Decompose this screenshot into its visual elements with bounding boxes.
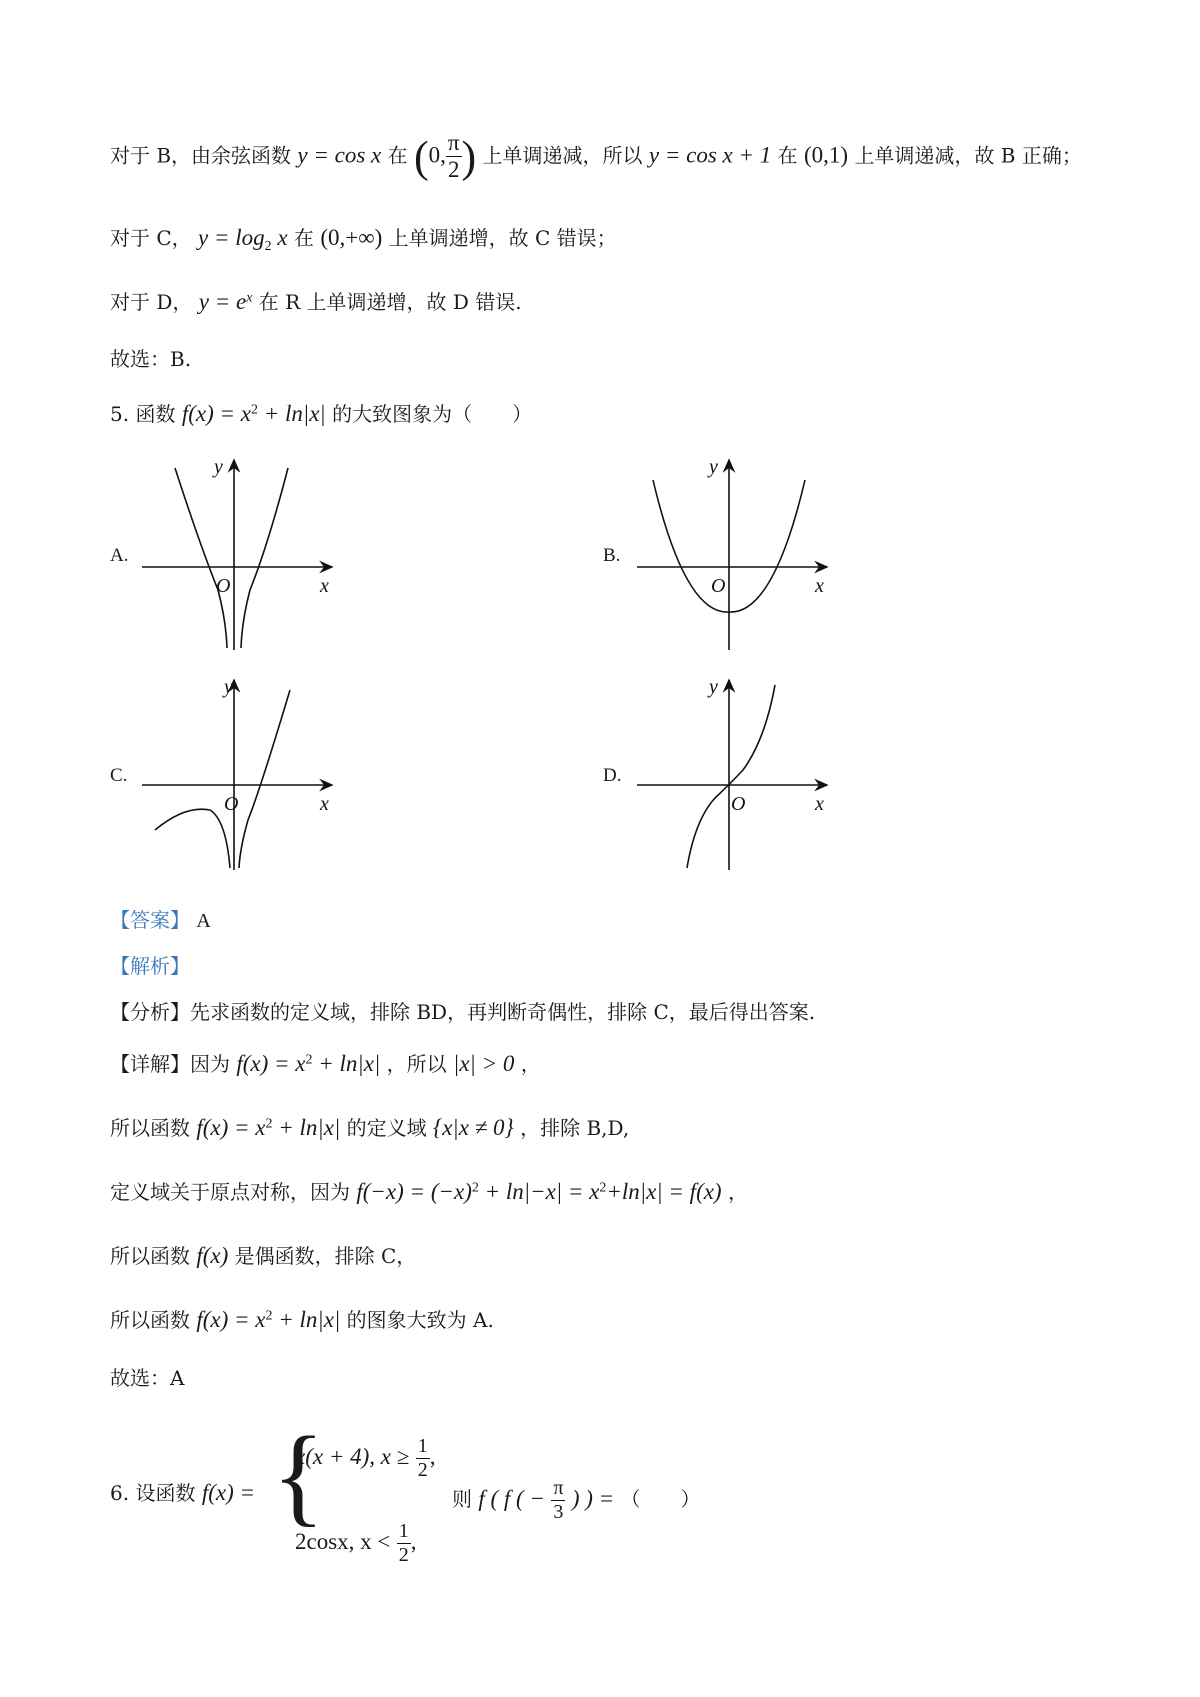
graph-c[interactable] xyxy=(140,670,340,870)
q6-case-1 xyxy=(295,1435,435,1482)
origin-label: O xyxy=(216,575,231,597)
text: 上单调递减，所以 xyxy=(482,143,643,168)
text: 在 xyxy=(777,143,798,168)
math: |x| > 0 xyxy=(453,1051,515,1076)
paren-right: ) xyxy=(461,132,477,182)
y-axis-label: y xyxy=(214,456,223,478)
sup: 2 xyxy=(471,1180,479,1196)
math-func2: + ln|x| xyxy=(257,401,326,426)
fraction xyxy=(397,1520,411,1567)
text: （ ） xyxy=(620,1487,701,1511)
y-axis-label: y xyxy=(709,456,718,478)
fraction-pi-2 xyxy=(446,130,462,184)
numerator: 1 xyxy=(417,1435,428,1457)
numerator: π xyxy=(446,130,462,157)
numerator: 1 xyxy=(398,1520,409,1542)
line-option-b xyxy=(110,130,1082,184)
question-6-prefix xyxy=(110,1477,255,1506)
math-exp: y = e xyxy=(198,289,247,314)
graph-a[interactable] xyxy=(140,450,340,650)
line-option-c xyxy=(110,222,617,255)
denominator: 2 xyxy=(398,1544,409,1566)
option-b-label[interactable]: B. xyxy=(603,545,621,566)
comma: , xyxy=(429,1444,436,1469)
text: 在 R 上单调递增，故 D 错误. xyxy=(258,290,522,314)
math-x: x xyxy=(271,225,288,250)
log-base: 2 xyxy=(264,239,272,254)
graph-b[interactable] xyxy=(635,450,835,650)
exp-sup: x xyxy=(246,290,253,306)
math: + ln|x| xyxy=(272,1115,341,1140)
graph-d[interactable] xyxy=(635,670,835,870)
x-axis-label: x xyxy=(320,575,329,597)
choose-a: 故选：A xyxy=(110,1366,185,1390)
even-line xyxy=(110,1240,416,1269)
denominator: 3 xyxy=(553,1501,564,1523)
q6-case-2 xyxy=(295,1520,417,1567)
math: f ( f ( − xyxy=(478,1486,545,1511)
question-5 xyxy=(110,398,532,427)
math-cos1: y = cos x + 1 xyxy=(648,142,772,168)
text: ， xyxy=(520,1052,541,1076)
text: 的图象大致为 A. xyxy=(346,1308,494,1332)
math: {x|x ≠ 0} xyxy=(433,1115,514,1140)
answer-value: A xyxy=(196,910,211,932)
option-a-label[interactable]: A. xyxy=(110,545,129,566)
text: 是偶函数，排除 C， xyxy=(234,1244,417,1268)
y-axis-label: y xyxy=(709,676,718,698)
math: f(x) = x xyxy=(196,1307,266,1332)
text: 的定义域 xyxy=(346,1116,427,1140)
math: + ln|x| xyxy=(272,1307,341,1332)
math: f(−x) = (−x) xyxy=(356,1179,472,1204)
text: 对于 D， xyxy=(110,290,193,314)
x-axis-label: x xyxy=(815,793,824,815)
sup: 2 xyxy=(305,1052,313,1068)
text: 对于 B，由余弦函数 xyxy=(110,143,292,168)
choose-b: 故选：B. xyxy=(110,347,192,371)
text: ，所以 xyxy=(386,1052,447,1076)
math: f(x) xyxy=(196,1243,229,1268)
text: 上单调递增，故 C 错误； xyxy=(388,226,617,250)
math: 2cosx, x < xyxy=(295,1529,391,1554)
x-axis-label: x xyxy=(815,575,824,597)
q6-tail xyxy=(452,1477,701,1524)
math: +ln|x| = f(x) xyxy=(606,1179,722,1204)
denominator: 2 xyxy=(447,157,460,183)
text: 上单调递减，故 B 正确； xyxy=(854,143,1082,168)
origin-label: O xyxy=(731,793,746,815)
brace: { xyxy=(272,1414,325,1536)
xiangjie-line xyxy=(110,1048,541,1077)
interval: 0, xyxy=(428,142,446,168)
math-cos: y = cos x xyxy=(297,142,382,168)
denominator: 2 xyxy=(417,1459,428,1481)
text: 在 xyxy=(387,143,408,168)
math: + ln|x| xyxy=(312,1051,381,1076)
text: 的大致图象为（ ） xyxy=(332,402,533,426)
fraction-pi-3 xyxy=(551,1477,565,1524)
line-option-d xyxy=(110,286,522,315)
math: ) ) = xyxy=(571,1486,615,1511)
fenxi-line: 【分析】先求函数的定义域，排除 BD，再判断奇偶性，排除 C，最后得出答案. xyxy=(110,1000,816,1024)
text: 所以函数 xyxy=(110,1308,190,1332)
math: f(x) = xyxy=(201,1480,255,1505)
text: 【详解】因为 xyxy=(110,1052,230,1076)
comma: , xyxy=(410,1529,417,1554)
origin-label: O xyxy=(224,793,239,815)
text: 6. 设函数 xyxy=(110,1481,196,1505)
sup: 2 xyxy=(265,1308,273,1324)
option-c-label[interactable]: C. xyxy=(110,765,128,786)
sup: 2 xyxy=(250,402,258,418)
sup: 2 xyxy=(599,1180,607,1196)
origin-label: O xyxy=(711,575,726,597)
interval-2: (0,1) xyxy=(804,142,849,168)
sup: 2 xyxy=(265,1116,273,1132)
text: ，排除 B,D, xyxy=(520,1116,630,1140)
analysis-tag: 【解析】 xyxy=(110,954,190,978)
text: 定义域关于原点对称，因为 xyxy=(110,1180,350,1204)
numerator: π xyxy=(553,1477,564,1499)
text: 对于 C， xyxy=(110,226,192,250)
answer-line xyxy=(110,904,211,933)
math: f(x) = x xyxy=(196,1115,266,1140)
paren-left: ( xyxy=(414,132,429,182)
text: 5. 函数 xyxy=(110,402,176,426)
math-func: f(x) = x xyxy=(181,401,251,426)
text: 所以函数 xyxy=(110,1116,190,1140)
math-log: y = log xyxy=(198,225,265,250)
answer-tag: 【答案】 xyxy=(110,908,190,932)
interval: (0,+∞) xyxy=(320,225,383,250)
symmetry-line xyxy=(110,1176,748,1205)
math: + ln|−x| = x xyxy=(478,1179,600,1204)
math: f(x) = x xyxy=(236,1051,306,1076)
text: ， xyxy=(727,1180,748,1204)
y-axis-label: y xyxy=(224,676,233,698)
x-axis-label: x xyxy=(320,793,329,815)
text: 在 xyxy=(293,226,314,250)
text: 则 xyxy=(452,1487,472,1511)
option-d-label[interactable]: D. xyxy=(603,765,622,786)
conclusion-line xyxy=(110,1304,494,1333)
fraction xyxy=(416,1435,430,1482)
math: x(x + 4), x ≥ xyxy=(295,1444,410,1469)
text: 所以函数 xyxy=(110,1244,190,1268)
domain-line xyxy=(110,1112,629,1141)
